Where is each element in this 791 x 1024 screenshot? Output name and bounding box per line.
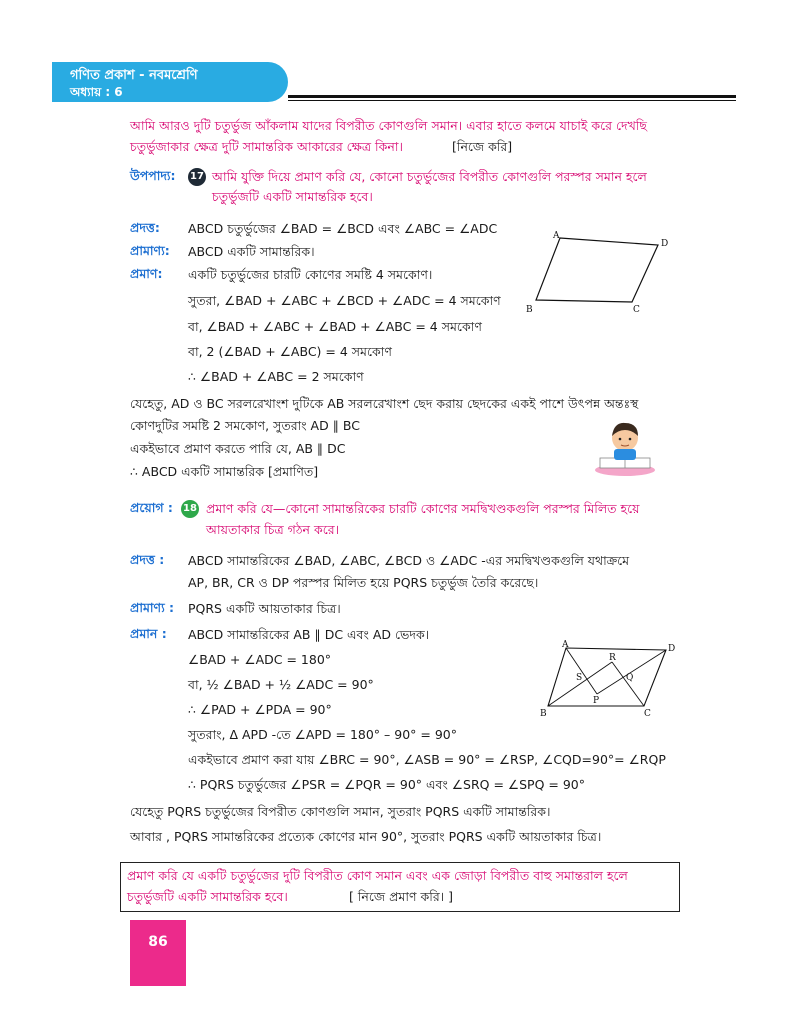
vertex-a-label: A bbox=[553, 231, 560, 241]
proof-step: ∠BAD + ∠ADC = 180° bbox=[188, 652, 332, 667]
proof-step: ∴ PQRS চতুর্ভুজের ∠PSR = ∠PQR = 90° এবং ∠SRQ = ∠SPQ = 90° bbox=[188, 777, 585, 792]
vertex-c-label: C bbox=[644, 709, 651, 718]
bisector-figure bbox=[540, 636, 680, 718]
vertex-d-label: D bbox=[668, 644, 676, 654]
vertex-d-label: D bbox=[661, 239, 669, 249]
application-label: প্রয়োগ : bbox=[130, 500, 173, 515]
intro-line-2: চতুর্ভুজাকার ক্ষেত্র দুটি সামান্তরিক আকারের ক্ষেত্র কিনা। bbox=[130, 139, 403, 154]
problem-number-badge: 18 bbox=[181, 500, 199, 518]
proof-step: বা, ∠BAD + ∠ABC + ∠BAD + ∠ABC = 4 সমকোণ bbox=[188, 319, 482, 334]
proof-step: ∴ ∠BAD + ∠ABC = 2 সমকোণ bbox=[188, 369, 364, 384]
problem-statement-1: প্রমাণ করি যে—কোনো সামান্তরিকের চারটি কোণের সমদ্বিখণ্ডকগুলি পরস্পর মিলিত হয়ে bbox=[206, 501, 640, 516]
theorem-statement-2: চতুর্ভুজটি একটি সামান্তরিক হবে। bbox=[212, 189, 373, 204]
to-prove-label: প্রামাণ্য: bbox=[130, 243, 170, 258]
conclusion-line: একইভাবে প্রমাণ করতে পারি যে, AB ∥ DC bbox=[130, 441, 346, 456]
header-rule bbox=[288, 95, 736, 98]
point-s-label: S bbox=[576, 673, 583, 683]
intro-line-1: আমি আরও দুটি চতুর্ভুজ আঁকলাম যাদের বিপরীত কোণগুলি সমান। এবার হাতে কলমে যাচাই করে দেখছি bbox=[130, 118, 647, 133]
final-conclusion: যেহেতু PQRS চতুর্ভুজের বিপরীত কোণগুলি সমান, সুতরাং PQRS একটি সামান্তরিক। bbox=[130, 804, 551, 819]
parallelogram-figure bbox=[520, 228, 670, 318]
page-number: 86 bbox=[130, 920, 186, 986]
vertex-b-label: B bbox=[540, 709, 547, 718]
student-illustration bbox=[592, 418, 658, 478]
problem-statement-2: আয়তাকার চিত্র গঠন করে। bbox=[206, 522, 340, 537]
given-text-1: ABCD সামান্তরিকের ∠BAD, ∠ABC, ∠BCD ও ∠ADC -এর সমদ্বিখণ্ডকগুলি যথাক্রমে bbox=[188, 553, 630, 568]
to-prove-text: PQRS একটি আয়তাকার চিত্র। bbox=[188, 601, 341, 616]
proof-step: বা, 2 (∠BAD + ∠ABC) = 4 সমকোণ bbox=[188, 344, 392, 359]
theorem-statement-1: আমি যুক্তি দিয়ে প্রমাণ করি যে, কোনো চতুর্ভুজের বিপরীত কোণগুলি পরস্পর সমান হলে bbox=[212, 169, 647, 184]
final-conclusion: আবার , PQRS সামান্তরিকের প্রত্যেক কোণের মান 90°, সুতরাং PQRS একটি আয়তাকার চিত্র। bbox=[130, 829, 602, 844]
exercise-line-1: প্রমাণ করি যে একটি চতুর্ভুজের দুটি বিপরীত কোণ সমান এবং এক জোড়া বিপরীত বাহু সমান্তরাল হলে bbox=[127, 868, 628, 883]
vertex-b-label: B bbox=[526, 305, 533, 315]
point-q-label: Q bbox=[626, 673, 634, 683]
proof-step: একটি চতুর্ভুজের চারটি কোণের সমষ্টি 4 সমকোণ। bbox=[188, 267, 433, 282]
book-title: গণিত প্রকাশ - নবমশ্রেণি bbox=[70, 68, 198, 83]
to-prove-label: প্রামাণ্য : bbox=[130, 600, 175, 615]
given-label: প্রদত্ত : bbox=[130, 552, 165, 567]
proof-step: সুতরাং, Δ APD -তে ∠APD = 180° – 90° = 90° bbox=[188, 727, 457, 742]
to-prove-text: ABCD একটি সামান্তরিক। bbox=[188, 244, 315, 259]
header-rule-thin bbox=[288, 100, 736, 101]
given-label: প্রদত্ত: bbox=[130, 220, 160, 235]
proof-step: ABCD সামান্তরিকের AB ∥ DC এবং AD ভেদক। bbox=[188, 627, 430, 642]
point-r-label: R bbox=[609, 653, 616, 663]
theorem-number-badge: 17 bbox=[188, 168, 206, 186]
intro-tag: [নিজে করি] bbox=[452, 139, 513, 154]
proof-step: সুতরা, ∠BAD + ∠ABC + ∠BCD + ∠ADC = 4 সমকোণ bbox=[188, 293, 501, 308]
conclusion-line: কোণদুটির সমষ্টি 2 সমকোণ, সুতরাং AD ∥ BC bbox=[130, 418, 361, 433]
proof-step: বা, ½ ∠BAD + ½ ∠ADC = 90° bbox=[188, 677, 374, 692]
vertex-a-label: A bbox=[562, 640, 569, 650]
exercise-tag: [ নিজে প্রমাণ করি। ] bbox=[349, 889, 454, 904]
conclusion-line: ∴ ABCD একটি সামান্তরিক [প্রমাণিত] bbox=[130, 464, 319, 479]
vertex-c-label: C bbox=[633, 305, 640, 315]
exercise-line-2: চতুর্ভুজটি একটি সামান্তরিক হবে। bbox=[127, 889, 288, 904]
proof-step: একইভাবে প্রমাণ করা যায় ∠BRC = 90°, ∠ASB = 90° = ∠RSP, ∠CQD=90°= ∠RQP bbox=[188, 752, 666, 767]
proof-label: প্রমান : bbox=[130, 626, 167, 641]
given-text-2: AP, BR, CR ও DP পরস্পর মিলিত হয়ে PQRS চতুর্ভুজ তৈরি করেছে। bbox=[188, 575, 539, 590]
exercise-box bbox=[120, 862, 680, 912]
theorem-label: উপপাদ্য: bbox=[130, 168, 176, 183]
given-text: ABCD চতুর্ভুজের ∠BAD = ∠BCD এবং ∠ABC = ∠ADC bbox=[188, 221, 498, 236]
chapter-header bbox=[52, 62, 288, 102]
parallelogram-abcd bbox=[548, 648, 666, 706]
proof-step: ∴ ∠PAD + ∠PDA = 90° bbox=[188, 702, 332, 717]
parallelogram-abcd bbox=[536, 238, 658, 302]
chapter-label: অধ্যায় : 6 bbox=[70, 85, 123, 99]
proof-label: প্রমাণ: bbox=[130, 266, 163, 281]
conclusion-line: যেহেতু, AD ও BC সরলরেখাংশ দুটিকে AB সরলরেখাংশ ছেদ করায় ছেদকের একই পাশে উৎপন্ন অন্তঃস্থ bbox=[130, 396, 639, 411]
point-p-label: P bbox=[593, 696, 600, 706]
